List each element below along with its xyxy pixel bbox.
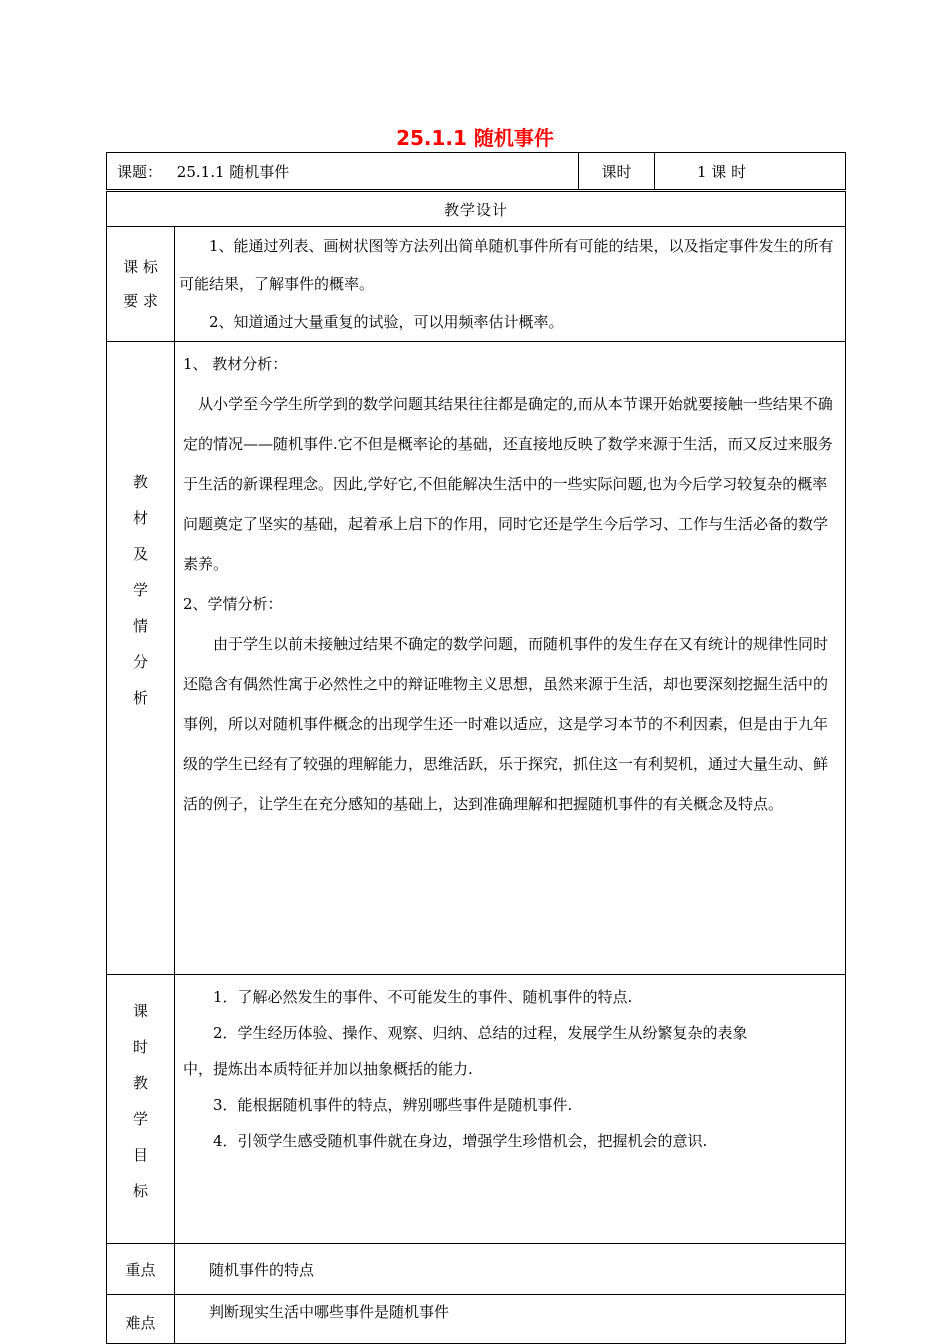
design-row: [107, 191, 846, 227]
objectives-content: [175, 975, 846, 1244]
topic-value: 25.1.1 随机事件: [176, 162, 290, 181]
objectives-label-char: 时: [132, 1038, 148, 1056]
topic-cell: [107, 153, 579, 191]
topic-label: 课题：: [117, 162, 163, 181]
analysis-label-char: 析: [132, 689, 148, 707]
analysis-label-char: 材: [132, 509, 148, 527]
student-analysis-heading: 2、学情分析：: [183, 595, 283, 613]
curriculum-label-line2: 要 求: [123, 292, 158, 310]
analysis-label-char: 教: [132, 473, 148, 491]
key-point-value: 随机事件的特点: [175, 1244, 846, 1295]
objectives-label-char: 目: [132, 1146, 148, 1164]
key-point-row: [107, 1244, 846, 1295]
header-row: [107, 153, 846, 191]
analysis-row: [107, 342, 846, 975]
curriculum-line-1: 1、能通过列表、画树状图等方法列出简单随机事件所有可能的结果，以及指定事件发生的所有可能结果，了解事件的概率。: [179, 237, 834, 293]
difficulty-label: 难点: [107, 1295, 175, 1344]
objectives-row: [107, 975, 846, 1244]
textbook-analysis-text: 从小学至今学生所学到的数学问题其结果往往都是确定的,而从本节课开始就要接触一些结果不确定的情况——随机事件.它不但是概率论的基础，还直接地反映了数学来源于生活，而又反过来服务于生活的新课程理念。因此,学好它,不但能解决生活中的一些实际问题,也为今后学习较复杂的概率问题奠定了坚实的基础，起着承上启下的作用，同时它还是学生今后学习、工作与生活必备的数学素养。: [183, 395, 833, 573]
hours-label: 课时: [579, 153, 655, 191]
hours-value: 1 课 时: [697, 162, 747, 181]
analysis-label-char: 学: [132, 581, 148, 599]
analysis-label: [107, 342, 175, 975]
objective-item: 3．能根据随机事件的特点，辨别哪些事件是随机事件.: [213, 1096, 573, 1114]
student-analysis-text: 由于学生以前未接触过结果不确定的数学问题，而随机事件的发生存在又有统计的规律性同时还隐含有偶然性寓于必然性之中的辩证唯物主义思想，虽然来源于生活，却也要深刻挖掘生活中的事例，所以对随机事件概念的出现学生还一时难以适应，这是学习本节的不利因素，但是由于九年级的学生已经有了较强的理解能力，思维活跃，乐于探究，抓住这一有利契机，通过大量生动、鲜活的例子，让学生在充分感知的基础上，达到准确理解和把握随机事件的有关概念及特点。: [183, 635, 829, 813]
analysis-content: [175, 342, 846, 975]
difficulty-row: [107, 1295, 846, 1344]
analysis-label-char: 及: [132, 545, 148, 563]
objectives-label-char: 标: [132, 1182, 148, 1200]
curriculum-label-line1: 课 标: [123, 258, 158, 276]
objectives-label-char: 教: [132, 1074, 148, 1092]
hours-value-cell: [655, 153, 846, 191]
curriculum-content: [175, 227, 846, 342]
objective-item: 1．了解必然发生的事件、不可能发生的事件、随机事件的特点.: [213, 988, 633, 1006]
analysis-label-char: 情: [132, 617, 148, 635]
key-point-label: 重点: [107, 1244, 175, 1295]
objective-item: 4．引领学生感受随机事件就在身边，增强学生珍惜机会，把握机会的意识.: [213, 1132, 708, 1150]
difficulty-value: 判断现实生活中哪些事件是随机事件: [175, 1295, 846, 1344]
objectives-label-char: 课: [132, 1002, 148, 1020]
curriculum-line-2: 2、知道通过大量重复的试验，可以用频率估计概率。: [209, 313, 564, 331]
curriculum-label: [107, 227, 175, 342]
curriculum-row: [107, 227, 846, 342]
textbook-analysis-heading: 1、 教材分析：: [183, 355, 288, 373]
objectives-label: [107, 975, 175, 1244]
objectives-label-char: 学: [132, 1110, 148, 1128]
lesson-plan-table: [106, 152, 846, 1344]
objective-item: 2．学生经历体验、操作、观察、归纳、总结的过程，发展学生从纷繁复杂的表象中，提炼出本质特征并加以抽象概括的能力.: [183, 1024, 748, 1078]
page-title: 25.1.1 随机事件: [396, 126, 554, 150]
analysis-label-char: 分: [132, 653, 148, 671]
design-label: 教学设计: [107, 191, 846, 227]
